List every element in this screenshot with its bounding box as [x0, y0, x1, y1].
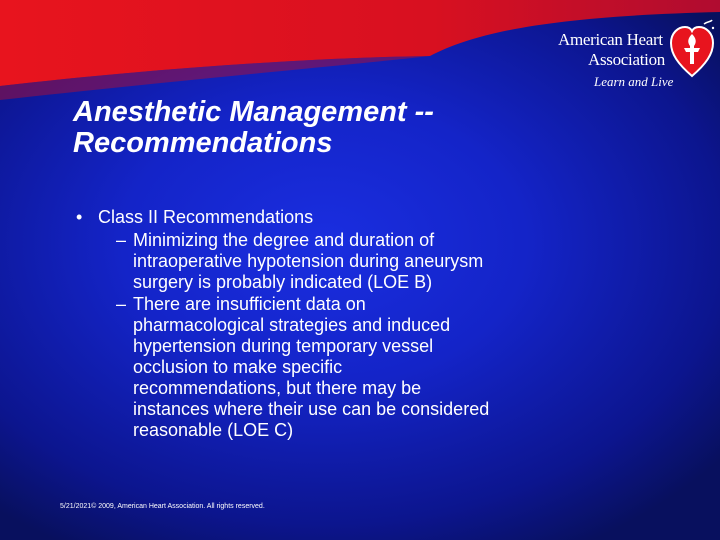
bullet-text: Class II Recommendations [98, 207, 314, 227]
slide-title [73, 97, 633, 159]
sub-bullet-list [76, 230, 716, 441]
sub-bullet-line: surgery is probably indicated (LOE B) [133, 272, 433, 292]
logo-name-line-2: Association [588, 50, 665, 69]
logo-tagline: Learn and Live [594, 74, 674, 89]
sub-bullet-line: recommendations, but there may be [133, 378, 422, 398]
logo-name-line-1: American Heart [558, 30, 663, 49]
aha-logo [548, 14, 720, 94]
sub-bullet-insufficient-data [76, 294, 716, 441]
bullet-class-ii [76, 206, 716, 228]
sub-bullet-line: hypertension during temporary vessel [133, 336, 434, 356]
bullet-mark: • [76, 207, 83, 227]
dash-mark: – [116, 294, 127, 314]
slide-body [76, 206, 716, 442]
sub-bullet-line: occlusion to make specific [133, 357, 343, 377]
sub-bullet-line: instances where their use can be considered [133, 399, 490, 419]
sub-bullet-line: reasonable (LOE C) [133, 420, 294, 440]
title-line-2: Recommendations [73, 127, 333, 159]
sub-bullet-line: There are insufficient data on [133, 294, 366, 314]
sub-bullet-line: Minimizing the degree and duration of [133, 230, 435, 250]
copyright-footer: 5/21/2021© 2009, American Heart Association. All rights reserved. [60, 503, 265, 510]
dash-mark: – [116, 230, 127, 250]
heart-torch-icon [668, 18, 716, 80]
title-line-1: Anesthetic Management -- [73, 96, 434, 128]
sub-bullet-line: intraoperative hypotension during aneurysm [133, 251, 484, 271]
sub-bullet-line: pharmacological strategies and induced [133, 315, 451, 335]
sub-bullet-hypotension [76, 230, 716, 293]
